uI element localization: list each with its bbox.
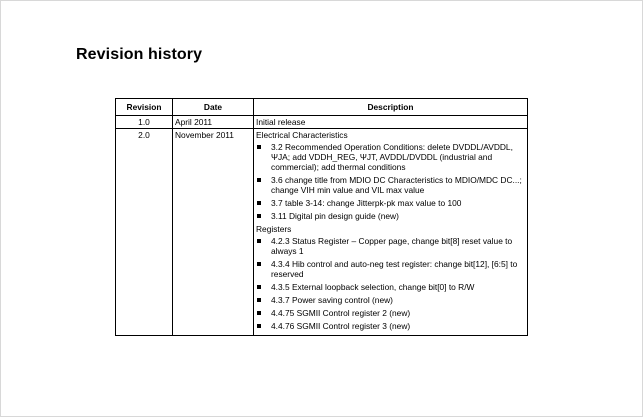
list-item <box>256 321 525 331</box>
bullet-icon <box>257 145 261 149</box>
table-header-row <box>116 99 528 116</box>
item-text: 3.7 table 3-14: change Jitterpk-pk max value to 100 <box>271 198 462 208</box>
item-text: 4.2.3 Status Register – Copper page, change bit[8] reset value to always 1 <box>271 236 513 256</box>
table-row <box>116 116 528 129</box>
change-list <box>256 236 525 331</box>
list-item <box>256 308 525 318</box>
table-row <box>116 129 528 336</box>
list-item <box>256 211 525 221</box>
description-cell: Initial release <box>254 116 528 129</box>
list-item <box>256 295 525 305</box>
list-item <box>256 142 525 172</box>
header-date: Date <box>173 99 254 116</box>
bullet-icon <box>257 239 261 243</box>
item-text: 3.6 change title from MDIO DC Characteristics to MDIO/MDC DC...; change VIH min value and VIL max value <box>271 175 522 195</box>
bullet-icon <box>257 311 261 315</box>
revision-cell: 1.0 <box>116 116 173 129</box>
bullet-icon <box>257 324 261 328</box>
list-item <box>256 259 525 279</box>
item-text: 4.4.76 SGMII Control register 3 (new) <box>271 321 411 331</box>
change-list <box>256 142 525 221</box>
revision-cell: 2.0 <box>116 129 173 336</box>
item-text: 4.4.75 SGMII Control register 2 (new) <box>271 308 411 318</box>
list-item <box>256 282 525 292</box>
list-item <box>256 175 525 195</box>
page-title: Revision history <box>76 46 203 63</box>
item-text: 4.3.7 Power saving control (new) <box>271 295 393 305</box>
list-item <box>256 236 525 256</box>
date-cell: November 2011 <box>173 129 254 336</box>
bullet-icon <box>257 178 261 182</box>
date-cell: April 2011 <box>173 116 254 129</box>
description-cell <box>254 129 528 336</box>
bullet-icon <box>257 201 261 205</box>
item-text: 4.3.4 Hib control and auto-neg test register: change bit[12], [6:5] to reserved <box>271 259 518 279</box>
revision-history-table <box>115 98 528 336</box>
section-title: Registers <box>256 224 292 234</box>
item-text: 3.2 Recommended Operation Conditions: delete DVDDL/AVDDL, ΨJA; add VDDH_REG, ΨJT, AVDDL/DVDDL (industrial and commercial); add thermal conditions <box>271 142 513 172</box>
bullet-icon <box>257 262 261 266</box>
item-text: 4.3.5 External loopback selection, change bit[0] to R/W <box>271 282 475 292</box>
item-text: 3.11 Digital pin design guide (new) <box>271 211 399 221</box>
bullet-icon <box>257 285 261 289</box>
header-revision: Revision <box>116 99 173 116</box>
bullet-icon <box>257 298 261 302</box>
list-item <box>256 198 525 208</box>
header-description: Description <box>254 99 528 116</box>
section-title: Electrical Characteristics <box>256 130 348 140</box>
bullet-icon <box>257 214 261 218</box>
